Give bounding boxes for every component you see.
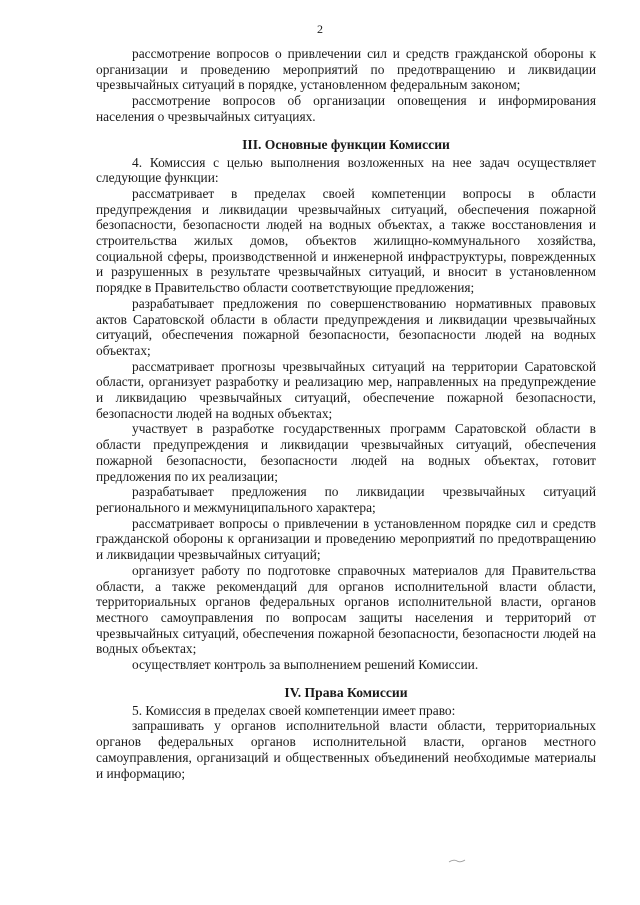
paragraph: 5. Комиссия в пределах своей компетенции имеет право: — [132, 702, 456, 718]
paragraph: разрабатывает предложения по совершенствованию нормативных правовых актов Саратовской области в области предупреждения и ликвидации чрезвычайных ситуаций, обеспечения пожарной безопасности, безопасности людей на водных объектах; — [96, 295, 596, 358]
paragraph: рассматривает в пределах своей компетенции вопросы в области предупреждения и ликвидации чрезвычайных ситуаций, обеспечения пожарной безопасности, безопасности людей на водных объектах, а также восстановления и строительства жилых домов, объектов жилищно-коммунального хозяйства, социальной сферы, производственной и инженерной инфраструктуры, поврежденных и разрушенных в результате чрезвычайных ситуаций, и вносит в установленном порядке в Правительство области соответствующие предложения; — [96, 185, 596, 296]
page-number: 2 — [317, 22, 323, 36]
paragraph: рассматривает прогнозы чрезвычайных ситуаций на территории Саратовской области, организует разработку и реализацию мер, направленных на предупреждение и ликвидацию чрезвычайных ситуаций, обеспечение пожарной безопасности, безопасности людей на водных объектах; — [96, 358, 596, 421]
paragraph: рассмотрение вопросов об организации оповещения и информирования населения о чрезвычайных ситуациях. — [96, 93, 596, 124]
paragraph: запрашивать у органов исполнительной власти области, территориальных органов федеральных органов исполнительной власти, органов местного самоуправления, организаций и общественных объединений необходимые материалы и информацию; — [96, 718, 596, 781]
paragraph: разрабатывает предложения по ликвидации чрезвычайных ситуаций регионального и межмуниципального характера; — [96, 484, 596, 515]
document-body — [96, 46, 596, 781]
section-heading-rights: IV. Права Комиссии — [284, 684, 408, 700]
paragraph: участвует в разработке государственных программ Саратовской области в области предупреждения и ликвидации чрезвычайных ситуаций, обеспечения пожарной безопасности, безопасности людей на водных объектах, готовит предложения по их реализации; — [96, 421, 596, 484]
paragraph: рассматривает вопросы о привлечении в установленном порядке сил и средств гражданской обороны к организации и проведению мероприятий по предотвращению и ликвидации чрезвычайных ситуаций; — [96, 515, 596, 563]
paragraph: организует работу по подготовке справочных материалов для Правительства области, а также рекомендаций для органов исполнительной власти области, территориальных органов федеральных органов исполнительной власти, органов местного самоуправления по вопросам защиты населения и территорий от чрезвычайных ситуаций, обеспечения пожарной безопасности, безопасности людей на водных объектах; — [96, 562, 596, 657]
scan-artifact-mark — [448, 858, 466, 864]
section-heading-functions: III. Основные функции Комиссии — [242, 136, 450, 152]
paragraph: осуществляет контроль за выполнением решений Комиссии. — [132, 657, 479, 673]
paragraph: рассмотрение вопросов о привлечении сил и средств гражданской обороны к организации и проведению мероприятий по предотвращению и ликвидации чрезвычайных ситуаций в порядке, установленном федеральным законом; — [96, 46, 596, 93]
paragraph: 4. Комиссия с целью выполнения возложенных на нее задач осуществляет следующие функции: — [96, 154, 596, 186]
